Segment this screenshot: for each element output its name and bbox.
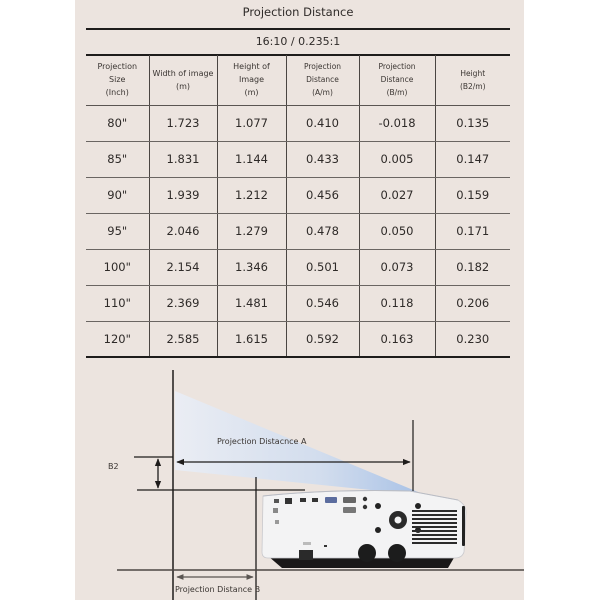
cell-height: 1.615	[217, 321, 286, 357]
header-height-b2: Height (B2/m)	[435, 55, 510, 105]
cell-height-b2: 0.230	[435, 321, 510, 357]
cell-distance-b: 0.073	[359, 249, 435, 285]
cell-distance-b: 0.005	[359, 141, 435, 177]
cell-distance-a: 0.410	[286, 105, 359, 141]
cell-distance-a: 0.501	[286, 249, 359, 285]
cell-height: 1.077	[217, 105, 286, 141]
cell-distance-a: 0.456	[286, 177, 359, 213]
b2-label: B2	[108, 462, 119, 471]
projection-distance-table	[86, 55, 510, 358]
cell-height-b2: 0.182	[435, 249, 510, 285]
ratio-label: 16:10 / 0.235:1	[255, 35, 341, 48]
table-row	[86, 141, 510, 177]
table-row	[86, 321, 510, 357]
cell-distance-b: 0.118	[359, 285, 435, 321]
cell-distance-b: 0.027	[359, 177, 435, 213]
cell-height: 1.481	[217, 285, 286, 321]
title-rule	[86, 28, 510, 30]
table-row	[86, 105, 510, 141]
cell-height: 1.212	[217, 177, 286, 213]
table-header-row	[86, 55, 510, 105]
header-width-of-image: Width of image (m)	[149, 55, 217, 105]
projection-diagram	[0, 360, 600, 600]
table-row	[86, 285, 510, 321]
table-row	[86, 249, 510, 285]
cell-size: 80"	[86, 105, 149, 141]
cell-width: 1.723	[149, 105, 217, 141]
cell-distance-a: 0.546	[286, 285, 359, 321]
cell-distance-b: 0.050	[359, 213, 435, 249]
header-projection-size: Projection Size (Inch)	[86, 55, 149, 105]
cell-distance-b: 0.163	[359, 321, 435, 357]
cell-width: 2.046	[149, 213, 217, 249]
document-title: Projection Distance	[242, 5, 354, 19]
header-height-of-image: Height of Image (m)	[217, 55, 286, 105]
cell-height: 1.279	[217, 213, 286, 249]
cell-width: 1.831	[149, 141, 217, 177]
distance-b-label: Projection Distance B	[175, 585, 261, 594]
cell-size: 100"	[86, 249, 149, 285]
cell-width: 1.939	[149, 177, 217, 213]
cell-distance-b: -0.018	[359, 105, 435, 141]
cell-height-b2: 0.135	[435, 105, 510, 141]
cell-height-b2: 0.171	[435, 213, 510, 249]
cell-height-b2: 0.147	[435, 141, 510, 177]
cell-width: 2.154	[149, 249, 217, 285]
distance-a-label: Projection Distacnce A	[217, 437, 307, 446]
cell-size: 85"	[86, 141, 149, 177]
cell-width: 2.585	[149, 321, 217, 357]
projector-icon	[262, 491, 466, 568]
header-projection-distance-a: Projection Distance (A/m)	[286, 55, 359, 105]
cell-height-b2: 0.206	[435, 285, 510, 321]
cell-height: 1.144	[217, 141, 286, 177]
cell-height: 1.346	[217, 249, 286, 285]
table-row	[86, 177, 510, 213]
cell-size: 110"	[86, 285, 149, 321]
table-row	[86, 213, 510, 249]
cell-distance-a: 0.592	[286, 321, 359, 357]
cell-width: 2.369	[149, 285, 217, 321]
cell-size: 120"	[86, 321, 149, 357]
cell-distance-a: 0.478	[286, 213, 359, 249]
cell-height-b2: 0.159	[435, 177, 510, 213]
cell-size: 95"	[86, 213, 149, 249]
header-projection-distance-b: Projection Distance (B/m)	[359, 55, 435, 105]
cell-size: 90"	[86, 177, 149, 213]
cell-distance-a: 0.433	[286, 141, 359, 177]
